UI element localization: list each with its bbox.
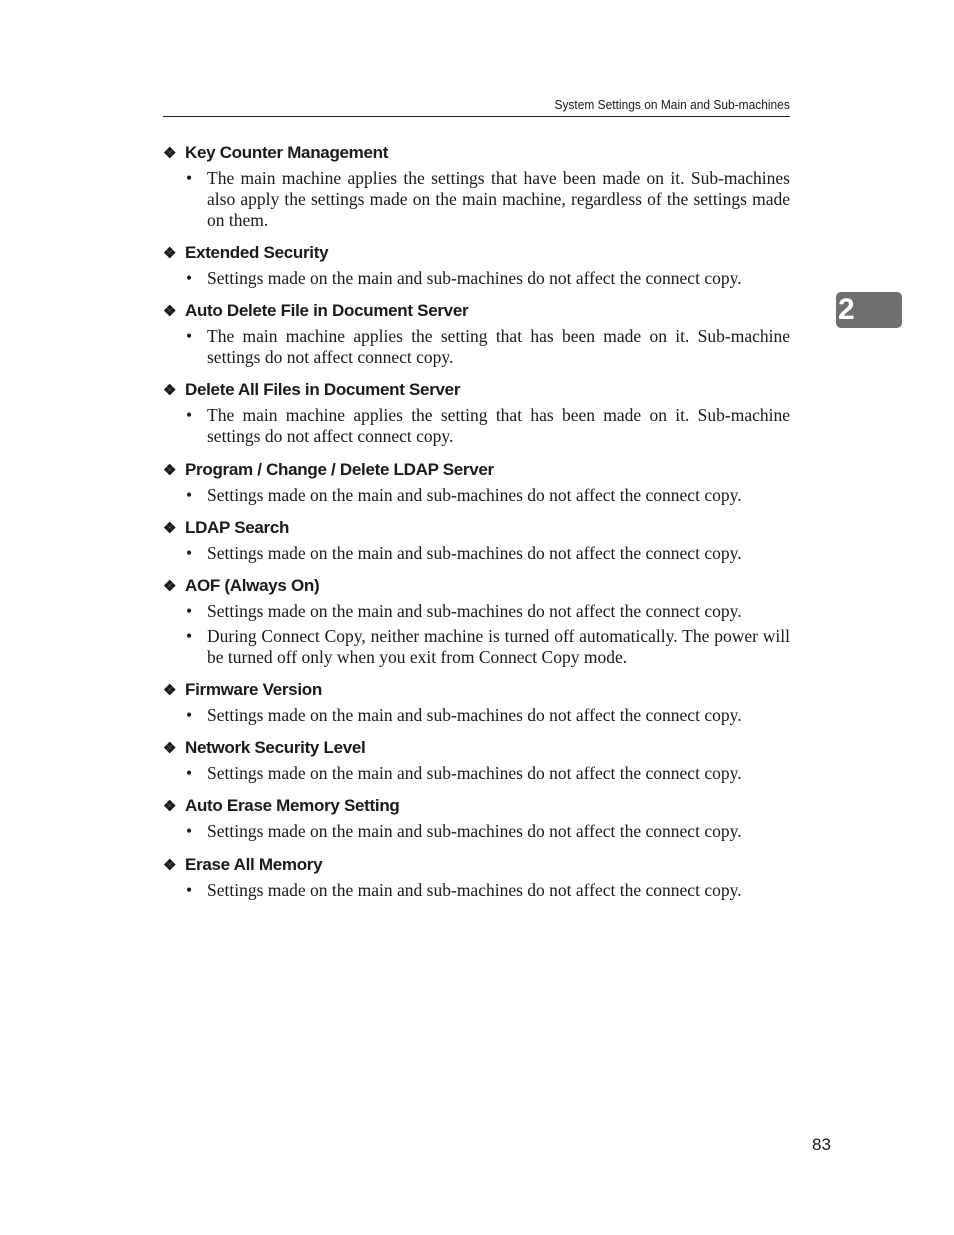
settings-section xyxy=(163,377,790,447)
bullet-item xyxy=(163,268,790,289)
bullet-dot-icon: • xyxy=(186,543,193,563)
section-title: Program / Change / Delete LDAP Server xyxy=(185,460,494,479)
section-heading xyxy=(163,793,790,819)
settings-section xyxy=(163,735,790,784)
bullet-item xyxy=(163,821,790,842)
bullet-list xyxy=(163,485,790,506)
section-title: Extended Security xyxy=(185,243,329,262)
section-title: Firmware Version xyxy=(185,680,322,699)
bullet-text: The main machine applies the setting that has been made on it. Sub-machine settings do not affect connect copy. xyxy=(207,405,790,446)
diamond-icon: ❖ xyxy=(163,856,177,874)
running-header xyxy=(163,96,790,117)
settings-section xyxy=(163,240,790,289)
bullet-list xyxy=(163,326,790,368)
page-number: 83 xyxy=(812,1135,831,1154)
running-header-title: System Settings on Main and Sub-machines xyxy=(554,97,790,112)
bullet-item xyxy=(163,705,790,726)
section-heading xyxy=(163,140,790,166)
bullet-item xyxy=(163,543,790,564)
bullet-text: The main machine applies the setting that has been made on it. Sub-machine settings do not affect connect copy. xyxy=(207,326,790,367)
bullet-item xyxy=(163,601,790,622)
diamond-icon: ❖ xyxy=(163,302,177,320)
settings-section xyxy=(163,457,790,506)
bullet-text: Settings made on the main and sub-machines do not affect the connect copy. xyxy=(207,763,742,783)
section-title: LDAP Search xyxy=(185,518,290,537)
settings-section xyxy=(163,793,790,842)
bullet-item xyxy=(163,485,790,506)
bullet-item xyxy=(163,326,790,368)
bullet-dot-icon: • xyxy=(186,601,193,621)
bullet-dot-icon: • xyxy=(186,880,193,900)
bullet-text: Settings made on the main and sub-machines do not affect the connect copy. xyxy=(207,543,742,563)
bullet-list xyxy=(163,601,790,668)
bullet-item xyxy=(163,763,790,784)
section-heading xyxy=(163,515,790,541)
bullet-text: Settings made on the main and sub-machines do not affect the connect copy. xyxy=(207,880,742,900)
section-title: Key Counter Management xyxy=(185,143,389,162)
settings-section xyxy=(163,677,790,726)
section-title: Auto Erase Memory Setting xyxy=(185,796,400,815)
bullet-item xyxy=(163,405,790,447)
bullet-dot-icon: • xyxy=(186,405,193,425)
settings-section xyxy=(163,852,790,901)
diamond-icon: ❖ xyxy=(163,381,177,399)
section-title: Network Security Level xyxy=(185,738,366,757)
diamond-icon: ❖ xyxy=(163,519,177,537)
bullet-dot-icon: • xyxy=(186,626,193,646)
bullet-text: During Connect Copy, neither machine is turned off automatically. The power will be turned off only when you exit from Connect Copy mode. xyxy=(207,626,790,667)
bullet-text: Settings made on the main and sub-machines do not affect the connect copy. xyxy=(207,485,742,505)
bullet-dot-icon: • xyxy=(186,326,193,346)
diamond-icon: ❖ xyxy=(163,681,177,699)
bullet-list xyxy=(163,268,790,289)
diamond-icon: ❖ xyxy=(163,577,177,595)
diamond-icon: ❖ xyxy=(163,144,177,162)
section-heading xyxy=(163,852,790,878)
bullet-dot-icon: • xyxy=(186,763,193,783)
bullet-item xyxy=(163,626,790,668)
chapter-tab: 2 xyxy=(836,292,902,328)
bullet-list xyxy=(163,168,790,231)
settings-section xyxy=(163,515,790,564)
settings-section xyxy=(163,573,790,668)
section-heading xyxy=(163,735,790,761)
section-title: AOF (Always On) xyxy=(185,576,320,595)
bullet-dot-icon: • xyxy=(186,168,193,188)
bullet-list xyxy=(163,880,790,901)
bullet-list xyxy=(163,705,790,726)
bullet-text: Settings made on the main and sub-machines do not affect the connect copy. xyxy=(207,821,742,841)
bullet-list xyxy=(163,821,790,842)
diamond-icon: ❖ xyxy=(163,739,177,757)
bullet-text: The main machine applies the settings that have been made on it. Sub-machines also apply the settings made on the main machine, regardless of the settings made on them. xyxy=(207,168,790,230)
section-heading xyxy=(163,457,790,483)
bullet-dot-icon: • xyxy=(186,268,193,288)
settings-section xyxy=(163,298,790,368)
section-title: Erase All Memory xyxy=(185,855,323,874)
section-heading xyxy=(163,240,790,266)
bullet-dot-icon: • xyxy=(186,705,193,725)
bullet-dot-icon: • xyxy=(186,485,193,505)
bullet-item xyxy=(163,880,790,901)
bullet-text: Settings made on the main and sub-machines do not affect the connect copy. xyxy=(207,268,742,288)
section-title: Delete All Files in Document Server xyxy=(185,380,461,399)
bullet-text: Settings made on the main and sub-machines do not affect the connect copy. xyxy=(207,705,742,725)
diamond-icon: ❖ xyxy=(163,461,177,479)
bullet-list xyxy=(163,543,790,564)
section-title: Auto Delete File in Document Server xyxy=(185,301,469,320)
page-content xyxy=(163,140,790,905)
section-heading xyxy=(163,573,790,599)
bullet-list xyxy=(163,763,790,784)
bullet-item xyxy=(163,168,790,231)
bullet-dot-icon: • xyxy=(186,821,193,841)
settings-section xyxy=(163,140,790,231)
bullet-text: Settings made on the main and sub-machines do not affect the connect copy. xyxy=(207,601,742,621)
diamond-icon: ❖ xyxy=(163,797,177,815)
bullet-list xyxy=(163,405,790,447)
section-heading xyxy=(163,298,790,324)
section-heading xyxy=(163,677,790,703)
diamond-icon: ❖ xyxy=(163,244,177,262)
section-heading xyxy=(163,377,790,403)
